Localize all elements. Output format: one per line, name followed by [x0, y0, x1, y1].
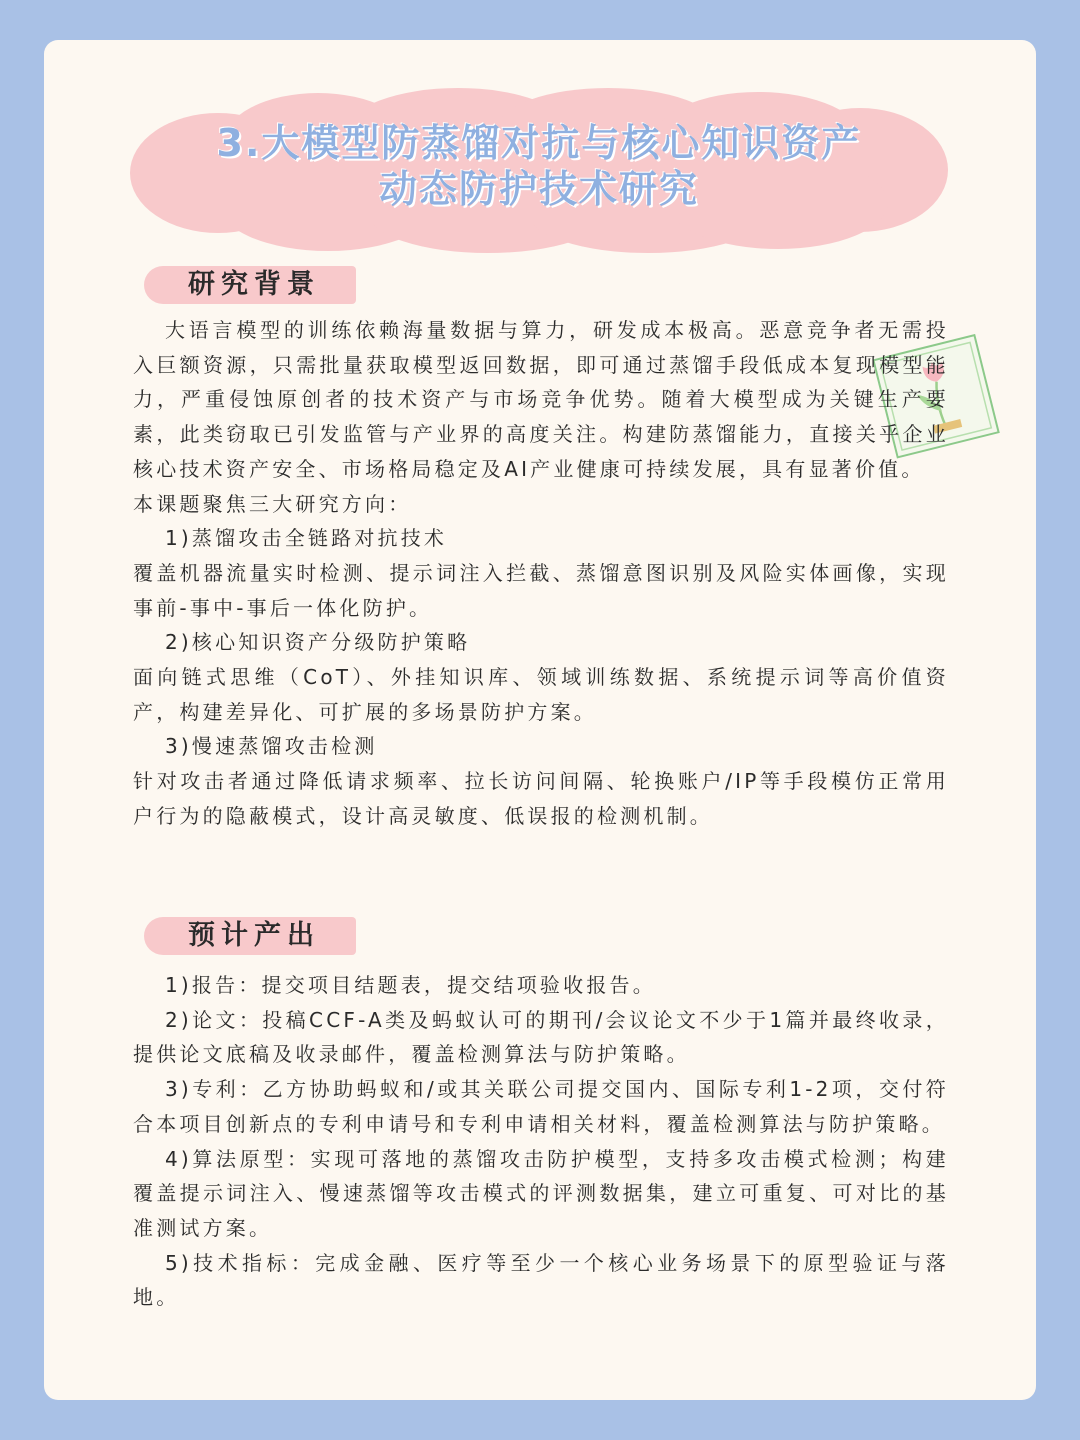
- title-line-2: 动态防护技术研究: [378, 167, 699, 211]
- list-item-title: 2)核心知识资产分级防护策略: [165, 630, 471, 655]
- list-item-title: 1)蒸馏攻击全链路对抗技术: [165, 526, 448, 551]
- list-item: 4)算法原型：实现可落地的蒸馏攻击防护模型，支持多攻击模式检测；构建覆盖提示词注入、慢速蒸馏等攻击模式的评测数据集，建立可重复、可对比的基准测试方案。: [133, 1146, 949, 1240]
- list-item-title: 3)慢速蒸馏攻击检测: [165, 734, 378, 759]
- list-item: 3)专利：乙方协助蚂蚁和/或其关联公司提交国内、国际专利1-2项，交付符合本项目创新点的专利申请号和专利申请相关材料，覆盖检测算法与防护策略。: [133, 1077, 949, 1136]
- section-heading-label: 研究背景: [188, 269, 320, 300]
- section-heading-label: 预计产出: [188, 920, 320, 951]
- paragraph: 针对攻击者通过降低请求频率、拉长访问间隔、轮换账户/IP等手段模仿正常用户行为的隐蔽模式，设计高灵敏度、低误报的检测机制。: [133, 769, 949, 828]
- paragraph: 面向链式思维（CoT）、外挂知识库、领域训练数据、系统提示词等高价值资产，构建差异化、可扩展的多场景防护方案。: [133, 665, 949, 724]
- list-item: 1)报告：提交项目结题表，提交结项验收报告。: [165, 973, 656, 997]
- paragraph: 本课题聚焦三大研究方向：: [133, 491, 412, 516]
- output-body: [133, 968, 949, 1315]
- paragraph: 覆盖机器流量实时检测、提示词注入拦截、蒸馏意图识别及风险实体画像，实现事前-事中-事后一体化防护。: [133, 560, 949, 620]
- background-body: [133, 313, 949, 834]
- section-heading-output: [144, 917, 356, 955]
- paragraph: 大语言模型的训练依赖海量数据与算力，研发成本极高。恶意竞争者无需投入巨额资源，只需批量获取模型返回数据，即可通过蒸馏手段低成本复现模型能力，严重侵蚀原创者的技术资产与市场竞争优势。随着大模型成为关键生产要素，此类窃取已引发监管与产业界的高度关注。构建防蒸馏能力，直接关乎企业核心技术资产安全、市场格局稳定及AI产业健康可持续发展，具有显著价值。: [133, 318, 949, 481]
- list-item: 5)技术指标：完成金融、医疗等至少一个核心业务场景下的原型验证与落地。: [133, 1250, 949, 1310]
- page-title: [128, 120, 950, 212]
- list-item: 2)论文：投稿CCF-A类及蚂蚁认可的期刊/会议论文不少于1篇并最终收录，提供论文底稿及收录邮件，覆盖检测算法与防护策略。: [133, 1007, 949, 1067]
- title-line-1: 3.大模型防蒸馏对抗与核心知识资产: [216, 121, 862, 165]
- section-heading-background: [144, 266, 356, 304]
